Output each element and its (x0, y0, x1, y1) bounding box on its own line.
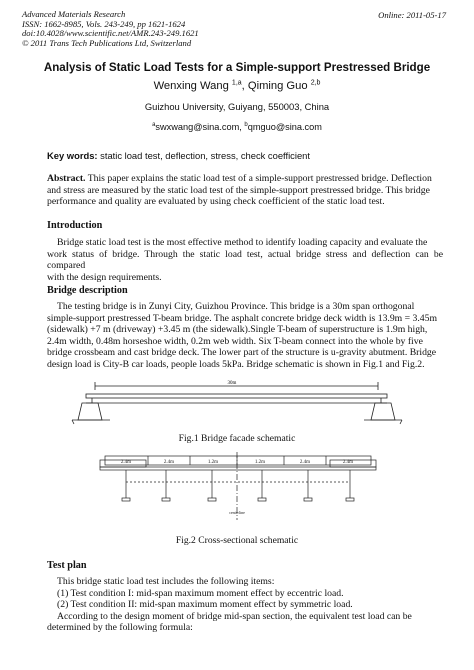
paragraph-line: The testing bridge is in Zunyi City, Guizhou Province. This bridge is a 30m span orthogonal (57, 301, 415, 312)
paragraph-line: bridge crossbeam and cast bridge deck. The lower part of the structure is u-gravity abutment. Bridge (47, 347, 437, 359)
paragraph-line: This bridge static load test includes the following items: (57, 576, 275, 587)
author-1: Wenxing Wang (153, 80, 229, 92)
span-label: 30m (227, 381, 237, 386)
author-2: Qiming Guo (247, 80, 308, 92)
paragraph-line: determined by the following formula: (47, 622, 193, 634)
author-sep: , (241, 80, 248, 92)
paragraph-line: Bridge static load test is the most effective method to identify loading capacity and evaluate the (57, 237, 428, 248)
keywords-label: Key words: (47, 150, 98, 161)
dim-label: 1.2m (254, 460, 266, 465)
paragraph-line: (2) Test condition II: mid-span maximum moment effect by symmetric load. (57, 599, 353, 611)
paragraph-line: (sidewalk) +7 m (driveway) +3.45 m (the sidewalk).Single T-beam of superstructure is 1.9m high, (47, 324, 428, 336)
t-beams (122, 470, 354, 501)
paper-title: Analysis of Static Load Tests for a Simple-support Prestressed Bridge (43, 61, 431, 74)
fig2-caption: Fig.2 Cross-sectional schematic (175, 535, 299, 546)
affiliation: Guizhou University, Guiyang, 550003, China (144, 101, 330, 112)
fig1-caption: Fig.1 Bridge facade schematic (178, 433, 296, 444)
keywords-text: static load test, deflection, stress, check coefficient (97, 150, 310, 161)
email-a-sup: a (152, 121, 156, 128)
test-plan-paragraph (47, 576, 443, 634)
dim-label: 2.4m (342, 460, 354, 465)
author-2-sup: 2,b (310, 79, 321, 87)
email-a: swxwang@sina.com, (155, 122, 245, 132)
email-b: qmguo@sina.com (247, 122, 322, 132)
abstract-label: Abstract. (47, 173, 86, 184)
paragraph-line: According to the design moment of bridge mid-span section, the equivalent test load can be (57, 610, 412, 622)
online-date: Online: 2011-05-17 (378, 10, 446, 20)
paragraph-line: work status of bridge. Through the static load test, actual bridge stress and deflection can be compared (47, 248, 443, 272)
dim-label: 2.4m (163, 460, 175, 465)
centerline-label: centerline (229, 510, 245, 515)
intro-heading: Introduction (47, 220, 103, 231)
paragraph-line: design load is City-B car loads, people loads 5kPa. Bridge schematic is shown in Fig.1 and Fig.2. (47, 358, 425, 370)
paragraph-line: with the design requirements. (47, 271, 162, 283)
dim-label: 2.4m (299, 460, 311, 465)
journal-name: Advanced Materials Research (22, 9, 126, 19)
dim-label: 1.2m (207, 460, 219, 465)
author-1-sup: 1,a (231, 79, 242, 87)
paragraph-line: 2.4m width, 0.48m horseshoe width, 0.2m web width. Six T-beam connect into the whole by five (47, 335, 423, 347)
test-plan-heading: Test plan (47, 560, 87, 571)
copyright-line: © 2011 Trans Tech Publications Ltd, Switzerland (22, 37, 192, 48)
paragraph-line: simple-support prestressed T-beam bridge. The asphalt concrete bridge deck width is 13.9m = 3.45m (47, 312, 438, 324)
abstract-line: and stress are measured by the static load test of the simple-support prestressed bridge. This bridge (47, 184, 430, 196)
abstract-line: performance and quality are evaluated by using check coefficient of the static load test. (47, 196, 385, 208)
paragraph-line: (1) Test condition I: mid-span maximum moment effect by eccentric load. (57, 587, 344, 599)
abstract-line: This paper explains the static load test of a simple-support prestressed bridge. Deflection (85, 173, 432, 184)
deck-slab (100, 467, 376, 470)
email-b-sup: b (244, 121, 248, 128)
bridge-desc-heading: Bridge description (47, 285, 128, 296)
dim-label: 2.4m (120, 460, 132, 465)
issn-line: ISSN: 1662-8985, Vols. 243-249, pp 1621-1624 (22, 18, 186, 29)
dimension-bar (105, 456, 371, 465)
doi-line: doi:10.4028/www.scientific.net/AMR.243-249.1621 (22, 28, 199, 39)
